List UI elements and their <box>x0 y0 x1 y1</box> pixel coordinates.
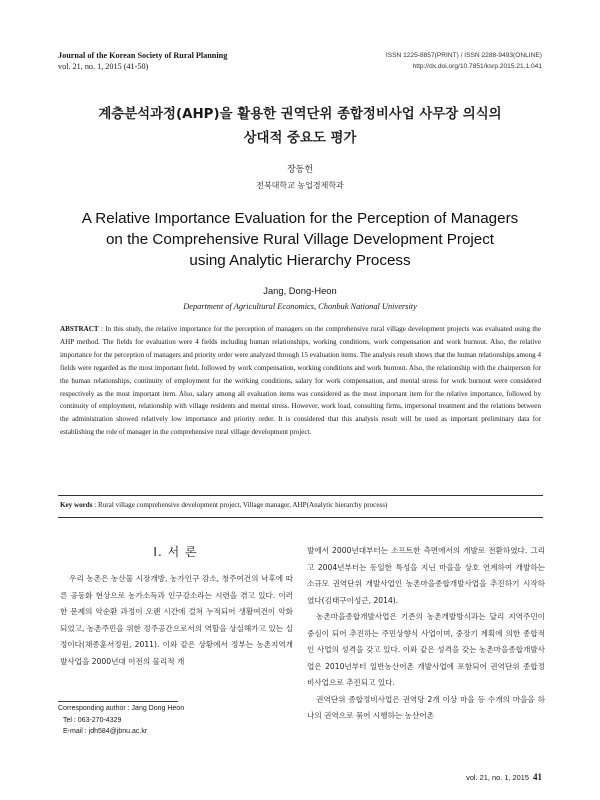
paragraph: 농촌마을종합개발사업은 기존의 농촌개발방식과는 달리 지역주민이 중심이 되어 추진하는 주민상향식 사업이며, 중장기 계획에 의한 종합적인 사업의 성격을 갖고 있다. 이와 같은 성격을 갖는 농촌마을종합개발사업은 2010년부터 일반농산어촌 개발사업에 포함되어 권역단위 종합정비사업으로 추진되고 있다. <box>307 612 545 687</box>
divider <box>58 495 543 496</box>
footnote <box>58 703 184 738</box>
email[interactable]: E-mail : jdh584@jbnu.ac.kr <box>63 728 148 735</box>
telephone: Tel : 063-270-4329 <box>63 716 122 724</box>
abstract <box>60 323 541 439</box>
korean-title-line: 상대적 중요도 평가 <box>243 131 357 146</box>
keywords-label: Key words <box>60 501 93 509</box>
footnote-divider <box>58 701 178 702</box>
keywords <box>60 501 541 509</box>
abstract-label: ABSTRACT <box>60 325 99 333</box>
english-title-line: on the Comprehensive Rural Village Development Project <box>105 231 495 248</box>
korean-author: 장동헌 <box>286 165 314 175</box>
section-heading: Ⅰ. 서 론 <box>153 545 198 559</box>
page-number: 41 <box>533 772 542 782</box>
page-footer <box>466 772 542 782</box>
english-title <box>40 208 560 271</box>
journal-name: Journal of the Korean Society of Rural Planning <box>58 51 228 60</box>
body-column-left <box>60 571 293 670</box>
journal-header <box>58 50 227 72</box>
doi-link[interactable]: http://dx.doi.org/10.7851/ksrp.2015.21.1.041 <box>412 63 542 70</box>
korean-affiliation: 전북대학교 농업경제학과 <box>256 181 344 190</box>
footer-volume: vol. 21, no. 1, 2015 <box>466 773 529 782</box>
paragraph: 권역단위 종합정비사업은 권역당 2개 이상 마을 등 수개의 마을을 하나의 권역으로 묶어 시행하는 농산어촌 <box>307 694 545 720</box>
issn: ISSN 1225-8857(PRINT) / ISSN 2288-9493(ONLINE) <box>385 52 542 59</box>
corresponding-author: Corresponding author : Jang Dong Heon <box>58 705 185 712</box>
identifier-header <box>386 50 542 72</box>
body-column-right <box>307 543 545 725</box>
divider <box>58 517 543 518</box>
english-title-line: A Relative Importance Evaluation for the Perception of Managers <box>81 210 519 227</box>
korean-title <box>40 103 560 151</box>
paragraph: 발에서 2000년대부터는 소프트한 측면에서의 개발로 전환하였다. 그리고 2004년부터는 동일한 특성을 지닌 마을을 상호 연계하여 개발하는 소규모 권역단위 개발사업인 농촌마을종합개발사업을 추진하기 시작하였다(김태구이성근, 2014). <box>307 546 545 605</box>
keywords-text: : Rural village comprehensive development project, Village manager, AHP(Analytic hierarchy process) <box>92 501 388 509</box>
abstract-text: : In this study, the relative importance for the perception of managers on the comprehensive rural village development projects was evaluated using the AHP method. The fields for evaluation were 4 fields including human relationships, working conditions, work compensation and work burnout. Also, the relative importance for the perception of managers and priority order were analyzed through 15 evaluation items. The analysis result shows that the human relationships among 4 fields were regarded as the most important field, followed by work compensation, working conditions and work burnout. Also, the relationship with the chairperson for the human relationships, continuity of employment for the working conditions, salary for work compensation, and mental stress for work burnout were considered respectively as the most important item. Also, salary among all evaluation items was considered as the most important item for the relative importance, followed by continuity of employment, relationship with village residents and mental stress. However, work load, consulting firms, impersonal treatment and the relations between the administration showed relatively low importance and priority order. It is considered that this analysis result will be used as important preliminary data for establishing the role of manager in the comprehensive rural village development project. <box>60 325 541 437</box>
paragraph: 우리 농촌은 농산물 시장개방, 농가인구 감소, 청주여건의 낙후에 따른 공동화 현상으로 농가소득과 인구감소라는 시련을 겪고 있다. 이러한 문제의 악순환 과정이 오랜 시간에 걸쳐 누적되어 생활여건이 악화되었고, 농촌주민을 위한 정주공간으로서의 역할을 상실해가고 있는 실정이다(채종훈서정원, 2011). 이와 같은 상황에서 정부는 농촌지역개발사업을 2000년대 이전의 물리적 개 <box>60 574 293 666</box>
english-affiliation: Department of Agricultural Economics, Chonbuk National University <box>183 302 417 311</box>
journal-volume: vol. 21, no. 1, 2015 (41-50) <box>58 62 149 71</box>
english-title-line: using Analytic Hierarchy Process <box>189 252 411 269</box>
korean-title-line: 계층분석과정(AHP)을 활용한 권역단위 종합정비사업 사무장 의식의 <box>98 107 502 122</box>
english-author: Jang, Dong-Heon <box>263 285 337 296</box>
